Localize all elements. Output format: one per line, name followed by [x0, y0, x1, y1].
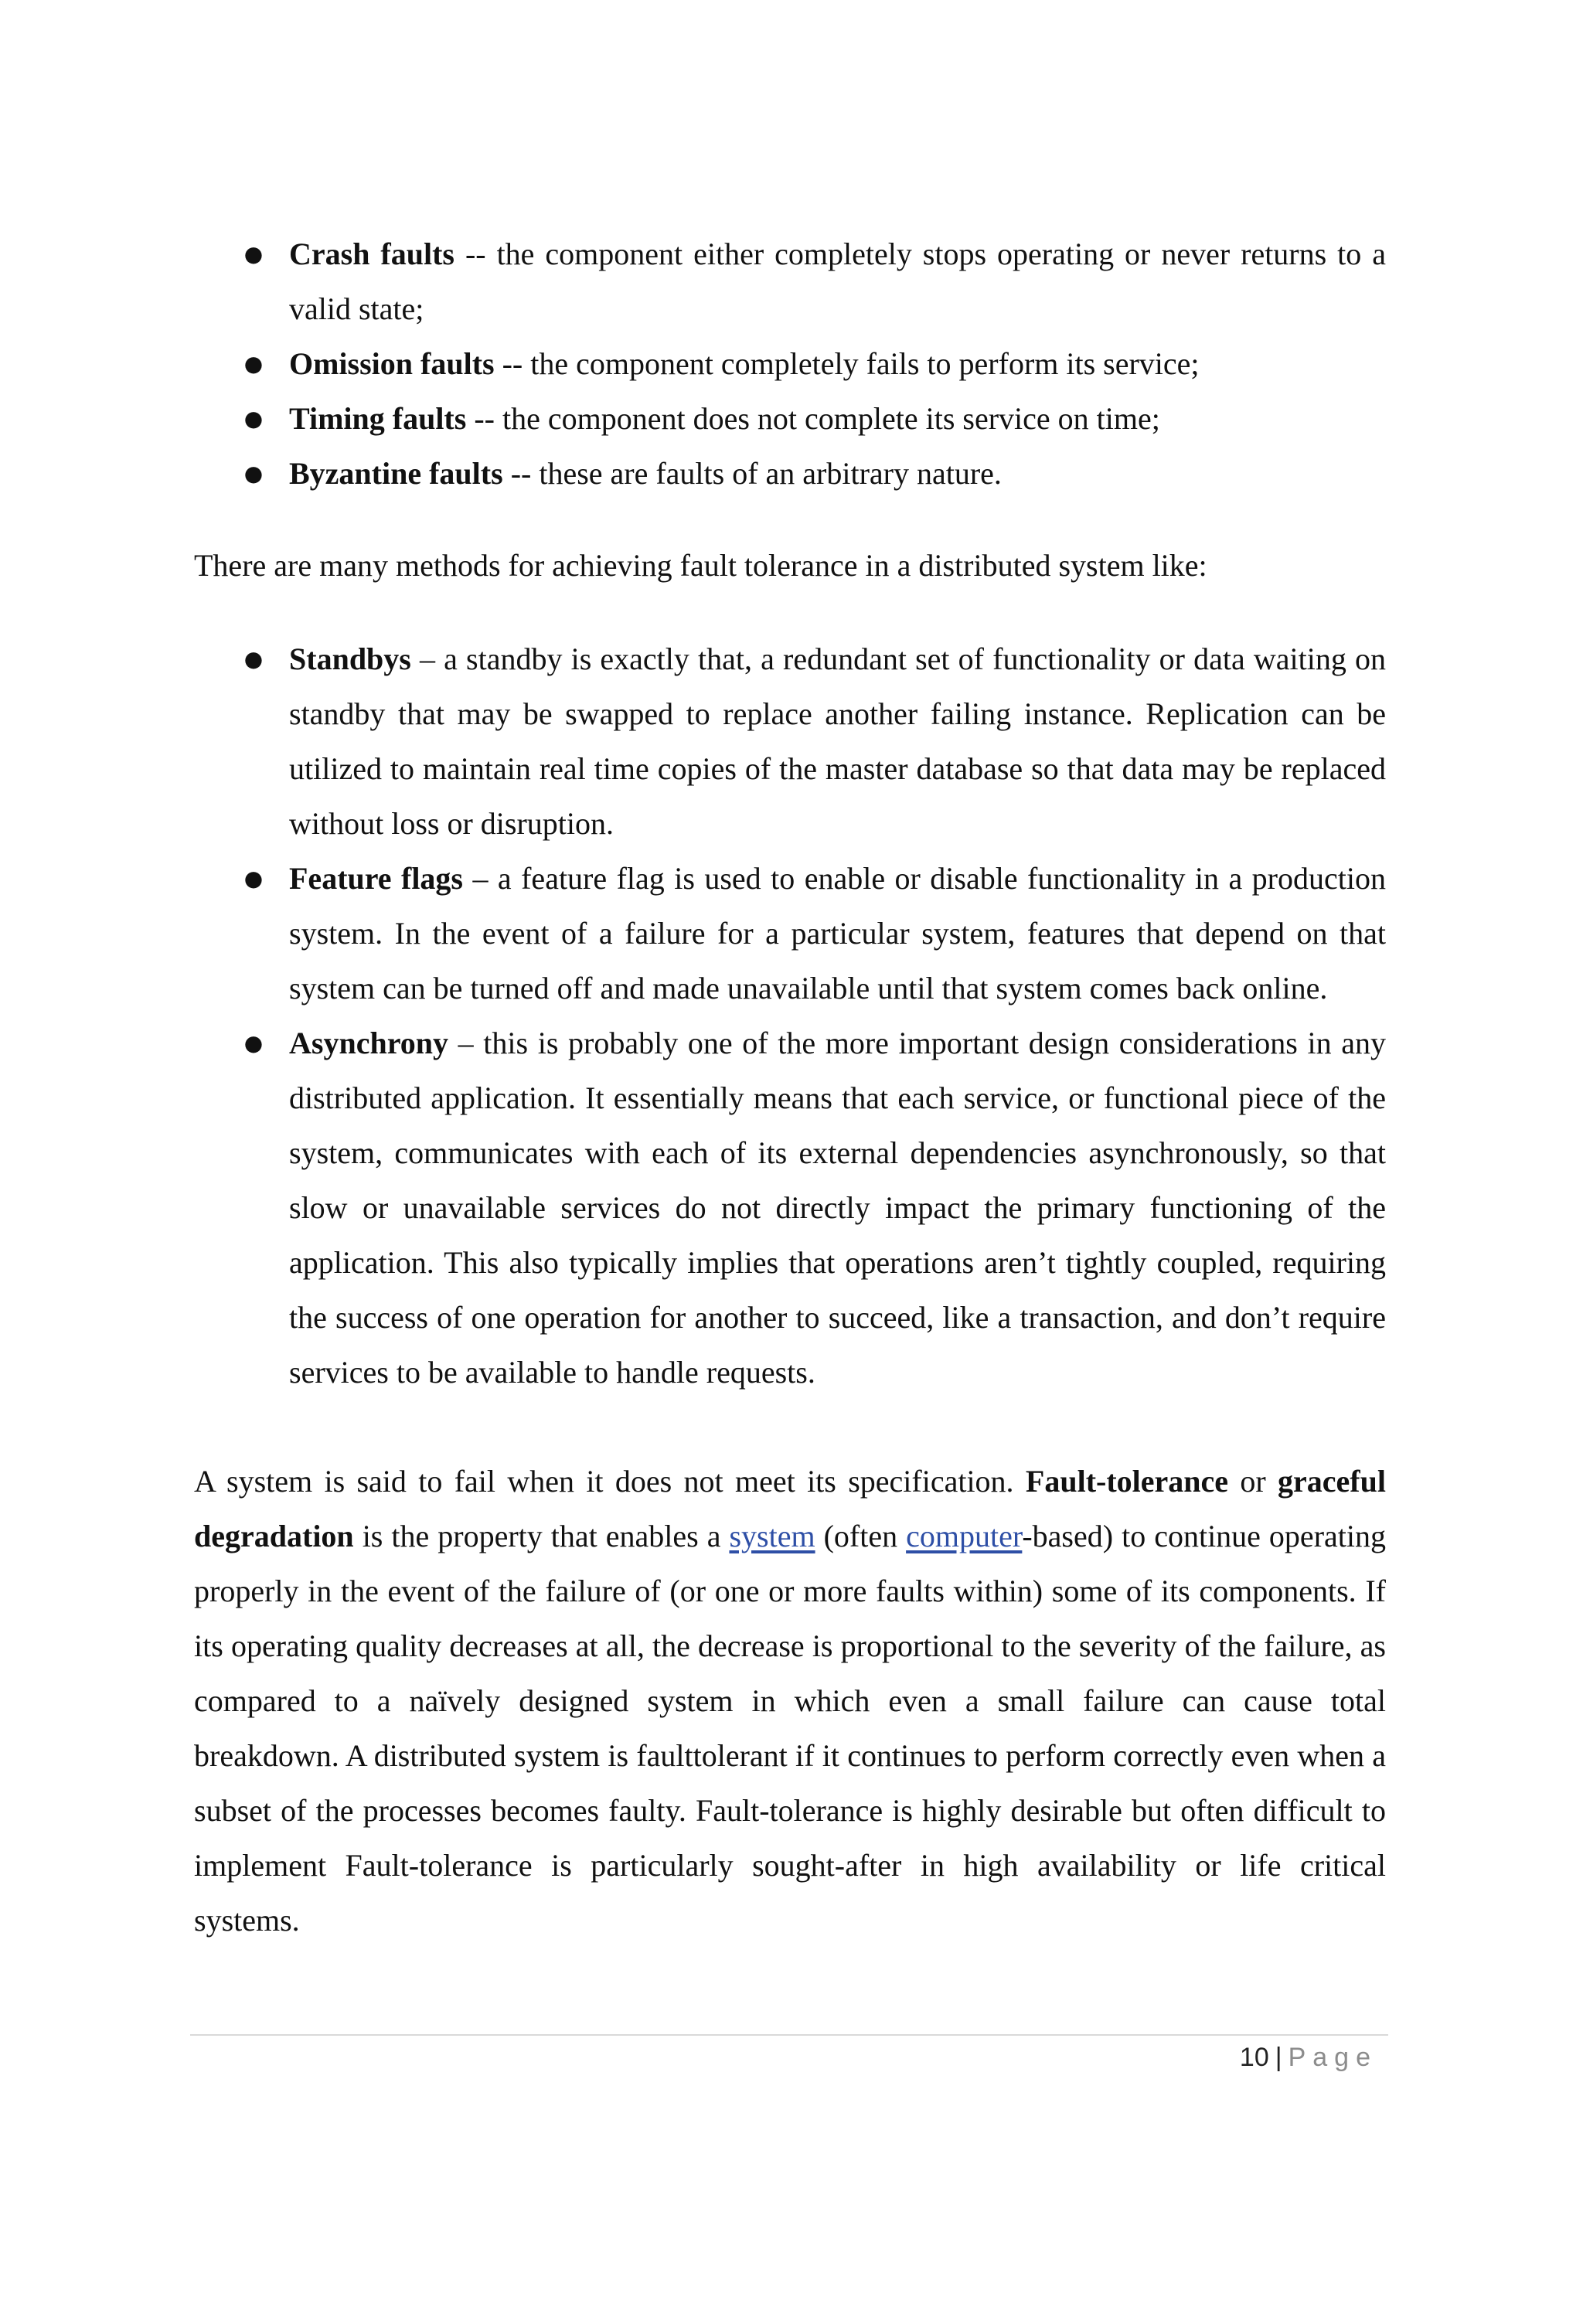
fault-term: Timing faults	[289, 401, 467, 436]
fault-term: Byzantine faults	[289, 456, 503, 491]
methods-list	[194, 631, 1386, 1400]
page-content	[194, 226, 1386, 1948]
fault-tolerance-paragraph	[194, 1454, 1386, 1948]
footer-separator: |	[1275, 2043, 1282, 2072]
list-item	[194, 1016, 1386, 1400]
page-label: Page	[1288, 2043, 1377, 2072]
bullet-icon: ●	[243, 241, 264, 267]
method-term: Standbys	[289, 641, 411, 676]
list-item	[194, 391, 1386, 446]
fault-term: Crash faults	[289, 236, 454, 271]
method-description: – a standby is exactly that, a redundant set of functionality or data waiting on standby that may be swapped to replace another failing instance. Replication can be utilized to maintain real time copies of the master database so that data may be replaced without loss or disruption.	[289, 641, 1386, 841]
method-term: Feature flags	[289, 861, 463, 896]
fault-term: Omission faults	[289, 346, 495, 381]
bold-term: Fault-tolerance	[1025, 1464, 1229, 1499]
method-description: – a feature flag is used to enable or disable functionality in a production system. In the event of a failure for a particular system, features that depend on that system can be turned off and made unavailable until that system comes back online.	[289, 861, 1386, 1005]
bullet-icon: ●	[243, 646, 264, 672]
method-description: – this is probably one of the more important design considerations in any distributed application. It essentially means that each service, or functional piece of the system, communicates with each of its external dependencies asynchronously, so that slow or unavailable services do not directly impact the primary functioning of the application. This also typically implies that operations aren’t tightly coupled, requiring the success of one operation for another to succeed, like a transaction, and don’t require services to be available to handle requests.	[289, 1026, 1386, 1390]
paragraph-text: -based) to continue operating properly in the event of the failure of (or one or more faults within) some of its components. If its operating quality decreases at all, the decrease is proportional to the severity of the failure, as compared to a naïvely designed system in which even a small failure can cause total breakdown. A distributed system is faulttolerant if it continues to perform correctly even when a subset of the processes becomes faulty. Fault-tolerance is highly desirable but often difficult to implement Fault-tolerance is particularly sought-after in high availability or life critical systems.	[194, 1519, 1386, 1938]
methods-intro: There are many methods for achieving fault tolerance in a distributed system like:	[194, 548, 1207, 583]
list-item	[194, 226, 1386, 336]
bullet-icon: ●	[243, 351, 264, 376]
paragraph-text: A system is said to fail when it does not meet its specification.	[194, 1464, 1026, 1499]
bullet-icon: ●	[243, 1030, 264, 1056]
fault-description: -- the component does not complete its service on time;	[466, 401, 1160, 436]
fault-description: -- these are faults of an arbitrary nature.	[502, 456, 1002, 491]
bold-term: graceful degradation	[194, 1464, 1386, 1553]
method-term: Asynchrony	[289, 1026, 448, 1060]
paragraph-text: (often	[815, 1519, 907, 1553]
page-footer	[1240, 2039, 1377, 2076]
fault-types-list	[194, 226, 1386, 501]
fault-description: -- the component either completely stops operating or never returns to a valid state;	[289, 236, 1386, 326]
fault-description: -- the component completely fails to perform its service;	[494, 346, 1200, 381]
list-item	[194, 336, 1386, 391]
list-item	[194, 446, 1386, 501]
list-item	[194, 851, 1386, 1016]
system-link[interactable]: system	[729, 1519, 815, 1553]
paragraph-text: or	[1228, 1464, 1278, 1499]
footer-divider	[190, 2034, 1388, 2036]
paragraph-text: is the property that enables a	[353, 1519, 730, 1553]
list-item	[194, 631, 1386, 851]
bullet-icon: ●	[243, 461, 264, 486]
bullet-icon: ●	[243, 406, 264, 431]
bullet-icon: ●	[243, 866, 264, 891]
computer-link[interactable]: computer	[906, 1519, 1023, 1553]
page-number: 10	[1239, 2043, 1269, 2072]
